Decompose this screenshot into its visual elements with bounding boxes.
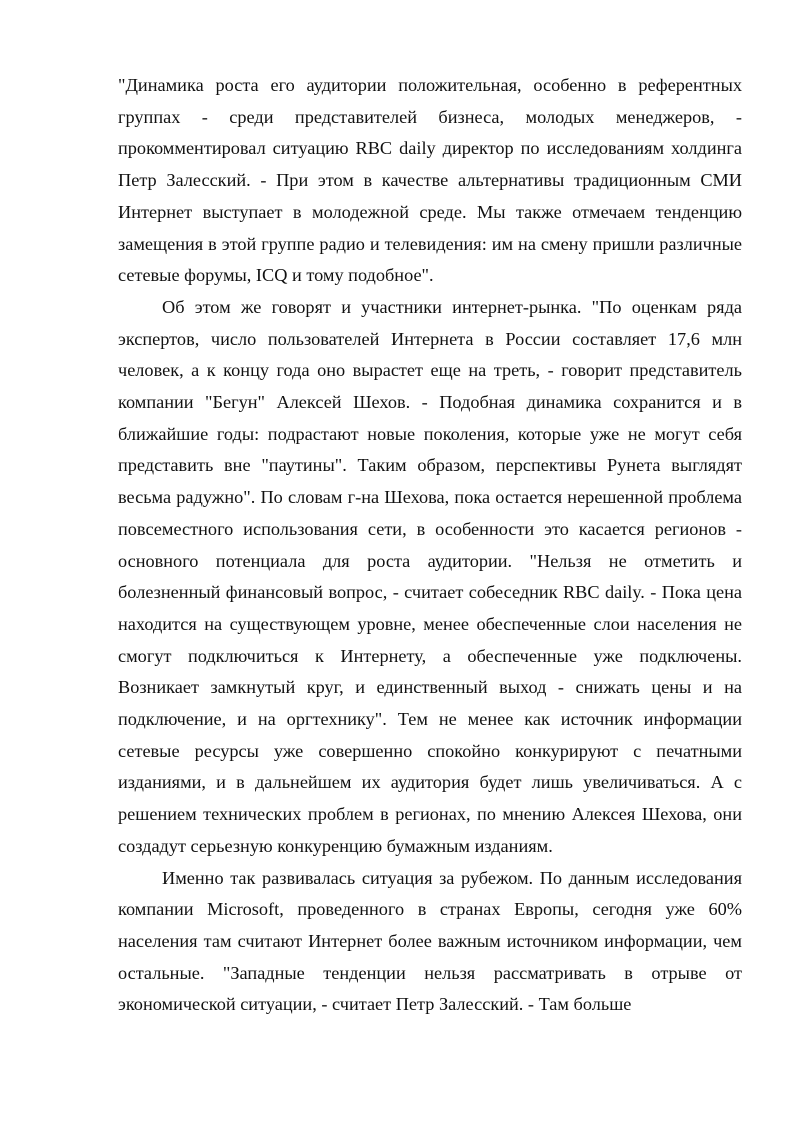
paragraph-2: Об этом же говорят и участники интернет-рынка. "По оценкам ряда экспертов, число пользователей Интернета в России составляет 17,6 млн человек, а к концу года оно вырастет еще на треть, - говорит представитель компании "Бегун" Алексей Шехов. - Подобная динамика сохранится и в ближайшие годы: подрастают новые поколения, которые уже не могут себя представить вне "паутины". Таким образом, перспективы Рунета выглядят весьма радужно". По словам г-на Шехова, пока остается нерешенной проблема повсеместного использования сети, в особенности это касается регионов - основного потенциала для роста аудитории. "Нельзя не отметить и болезненный финансовый вопрос, - считает собеседник RBC daily. - Пока цена находится на существующем уровне, менее обеспеченные слои населения не смогут подключиться к Интернету, а обеспеченные уже подключены. Возникает замкнутый круг, и единственный выход - снижать цены и на подключение, и на оргтехнику". Тем не менее как источник информации сетевые ресурсы уже совершенно спокойно конкурируют с печатными изданиями, и в дальнейшем их аудитория будет лишь увеличиваться. А с решением технических проблем в регионах, по мнению Алексея Шехова, они создадут серьезную конкуренцию бумажным изданиям. xyxy=(118,296,742,856)
document-page xyxy=(118,70,742,1021)
paragraph-3: Именно так развивалась ситуация за рубежом. По данным исследования компании Microsoft, проведенного в странах Европы, сегодня уже 60% населения там считают Интернет более важным источником информации, чем остальные. "Западные тенденции нельзя рассматривать в отрыве от экономической ситуации, - считает Петр Залесский. - Там больше xyxy=(118,867,742,1015)
paragraph-1: "Динамика роста его аудитории положительная, особенно в референтных группах - среди представителей бизнеса, молодых менеджеров, - прокомментировал ситуацию RBC daily директор по исследованиям холдинга Петр Залесский. - При этом в качестве альтернативы традиционным СМИ Интернет выступает в молодежной среде. Мы также отмечаем тенденцию замещения в этой группе радио и телевидения: им на смену пришли различные сетевые форумы, ICQ и тому подобное". xyxy=(118,75,742,286)
